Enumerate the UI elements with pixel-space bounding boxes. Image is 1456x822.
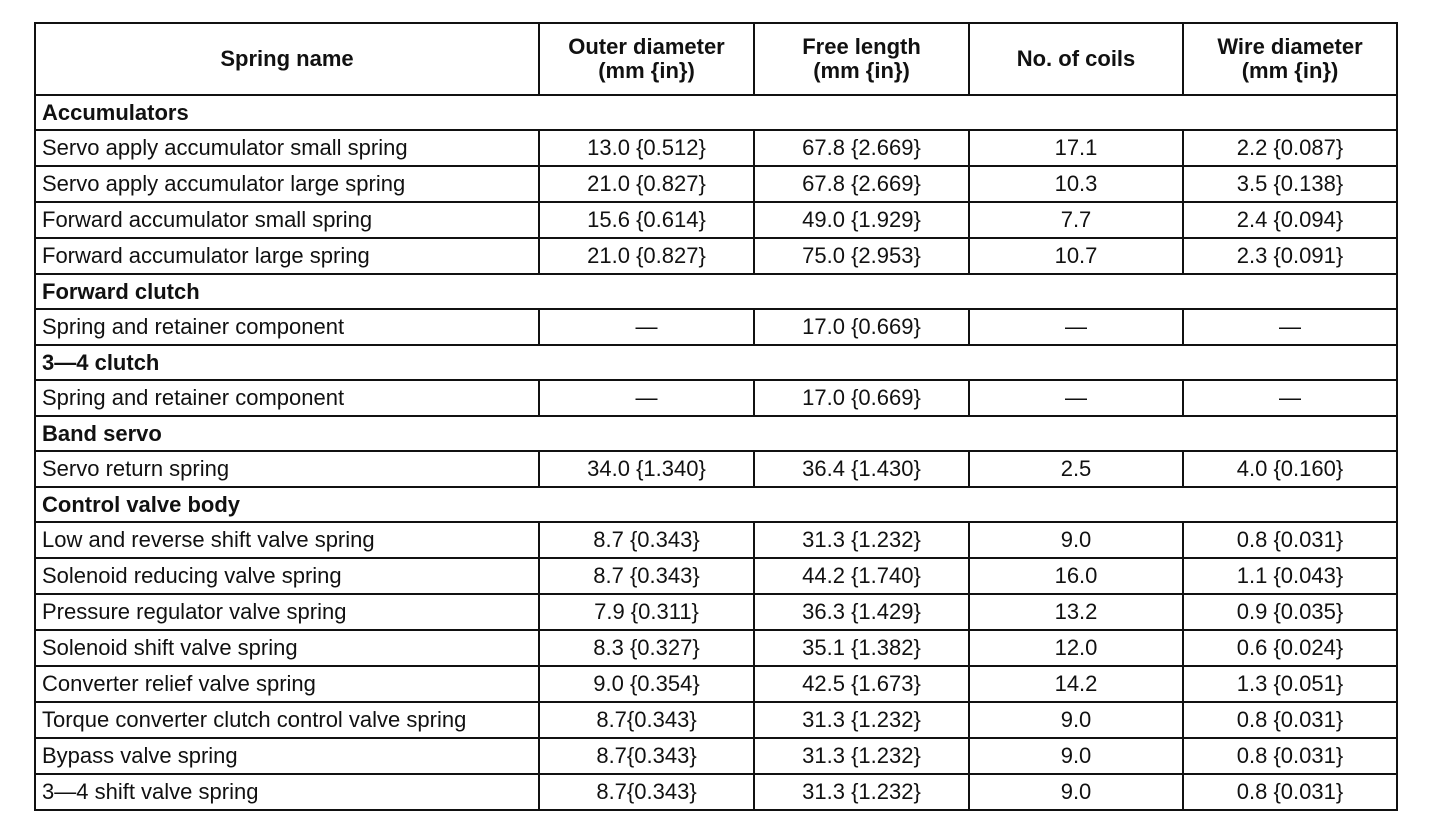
cell-no-of-coils: 10.3 xyxy=(969,166,1183,202)
cell-free-length: 17.0 {0.669} xyxy=(754,309,969,345)
cell-no-of-coils: 10.7 xyxy=(969,238,1183,274)
cell-spring-name: Solenoid reducing valve spring xyxy=(35,558,539,594)
cell-wire-diameter: 2.4 {0.094} xyxy=(1183,202,1397,238)
cell-outer-diameter: 21.0 {0.827} xyxy=(539,166,754,202)
cell-outer-diameter: 8.7 {0.343} xyxy=(539,558,754,594)
cell-free-length: 67.8 {2.669} xyxy=(754,166,969,202)
cell-no-of-coils: 9.0 xyxy=(969,702,1183,738)
cell-wire-diameter: 4.0 {0.160} xyxy=(1183,451,1397,487)
cell-spring-name: Low and reverse shift valve spring xyxy=(35,522,539,558)
section-title: Control valve body xyxy=(35,487,1397,522)
cell-outer-diameter: — xyxy=(539,380,754,416)
cell-spring-name: Spring and retainer component xyxy=(35,309,539,345)
section-header-row xyxy=(35,345,1397,380)
cell-free-length: 44.2 {1.740} xyxy=(754,558,969,594)
cell-outer-diameter: 8.7{0.343} xyxy=(539,774,754,810)
cell-spring-name: Pressure regulator valve spring xyxy=(35,594,539,630)
cell-free-length: 67.8 {2.669} xyxy=(754,130,969,166)
cell-wire-diameter: 3.5 {0.138} xyxy=(1183,166,1397,202)
cell-spring-name: Forward accumulator large spring xyxy=(35,238,539,274)
cell-spring-name: Solenoid shift valve spring xyxy=(35,630,539,666)
header-free-length: Free length (mm {in}) xyxy=(754,23,969,95)
cell-free-length: 36.3 {1.429} xyxy=(754,594,969,630)
cell-wire-diameter: 0.8 {0.031} xyxy=(1183,522,1397,558)
cell-spring-name: Servo apply accumulator small spring xyxy=(35,130,539,166)
table-row xyxy=(35,774,1397,810)
cell-wire-diameter: 0.8 {0.031} xyxy=(1183,738,1397,774)
cell-spring-name: Bypass valve spring xyxy=(35,738,539,774)
table-row xyxy=(35,309,1397,345)
section-header-row xyxy=(35,416,1397,451)
cell-free-length: 31.3 {1.232} xyxy=(754,702,969,738)
cell-wire-diameter: — xyxy=(1183,380,1397,416)
cell-spring-name: Converter relief valve spring xyxy=(35,666,539,702)
spring-spec-table-wrapper xyxy=(34,22,1396,811)
cell-wire-diameter: 0.9 {0.035} xyxy=(1183,594,1397,630)
cell-spring-name: Torque converter clutch control valve spring xyxy=(35,702,539,738)
cell-free-length: 49.0 {1.929} xyxy=(754,202,969,238)
table-header xyxy=(35,23,1397,95)
cell-free-length: 31.3 {1.232} xyxy=(754,774,969,810)
cell-no-of-coils: 7.7 xyxy=(969,202,1183,238)
table-row xyxy=(35,522,1397,558)
table-row xyxy=(35,738,1397,774)
cell-wire-diameter: — xyxy=(1183,309,1397,345)
table-row xyxy=(35,166,1397,202)
table-row xyxy=(35,451,1397,487)
cell-wire-diameter: 2.3 {0.091} xyxy=(1183,238,1397,274)
cell-free-length: 35.1 {1.382} xyxy=(754,630,969,666)
cell-no-of-coils: 14.2 xyxy=(969,666,1183,702)
cell-free-length: 31.3 {1.232} xyxy=(754,522,969,558)
cell-no-of-coils: 9.0 xyxy=(969,738,1183,774)
cell-free-length: 75.0 {2.953} xyxy=(754,238,969,274)
cell-wire-diameter: 0.8 {0.031} xyxy=(1183,702,1397,738)
header-outer-diameter: Outer diameter (mm {in}) xyxy=(539,23,754,95)
cell-free-length: 42.5 {1.673} xyxy=(754,666,969,702)
table-row xyxy=(35,594,1397,630)
section-title: Band servo xyxy=(35,416,1397,451)
cell-free-length: 31.3 {1.232} xyxy=(754,738,969,774)
cell-no-of-coils: 12.0 xyxy=(969,630,1183,666)
cell-wire-diameter: 0.6 {0.024} xyxy=(1183,630,1397,666)
header-no-of-coils: No. of coils xyxy=(969,23,1183,95)
cell-no-of-coils: 13.2 xyxy=(969,594,1183,630)
cell-wire-diameter: 1.1 {0.043} xyxy=(1183,558,1397,594)
cell-outer-diameter: 9.0 {0.354} xyxy=(539,666,754,702)
cell-no-of-coils: — xyxy=(969,380,1183,416)
table-row xyxy=(35,666,1397,702)
cell-wire-diameter: 0.8 {0.031} xyxy=(1183,774,1397,810)
table-row xyxy=(35,702,1397,738)
section-title: Accumulators xyxy=(35,95,1397,130)
cell-outer-diameter: — xyxy=(539,309,754,345)
table-row xyxy=(35,558,1397,594)
table-row xyxy=(35,630,1397,666)
cell-outer-diameter: 8.7{0.343} xyxy=(539,702,754,738)
cell-no-of-coils: 16.0 xyxy=(969,558,1183,594)
section-header-row xyxy=(35,95,1397,130)
cell-no-of-coils: 2.5 xyxy=(969,451,1183,487)
cell-no-of-coils: 17.1 xyxy=(969,130,1183,166)
cell-outer-diameter: 8.3 {0.327} xyxy=(539,630,754,666)
table-row xyxy=(35,238,1397,274)
section-header-row xyxy=(35,487,1397,522)
header-wire-diameter: Wire diameter (mm {in}) xyxy=(1183,23,1397,95)
cell-outer-diameter: 8.7 {0.343} xyxy=(539,522,754,558)
cell-outer-diameter: 7.9 {0.311} xyxy=(539,594,754,630)
header-spring-name: Spring name xyxy=(35,23,539,95)
cell-free-length: 36.4 {1.430} xyxy=(754,451,969,487)
cell-outer-diameter: 21.0 {0.827} xyxy=(539,238,754,274)
cell-no-of-coils: 9.0 xyxy=(969,774,1183,810)
cell-outer-diameter: 15.6 {0.614} xyxy=(539,202,754,238)
table-row xyxy=(35,380,1397,416)
section-header-row xyxy=(35,274,1397,309)
cell-outer-diameter: 34.0 {1.340} xyxy=(539,451,754,487)
section-title: Forward clutch xyxy=(35,274,1397,309)
table-row xyxy=(35,130,1397,166)
cell-outer-diameter: 8.7{0.343} xyxy=(539,738,754,774)
cell-wire-diameter: 2.2 {0.087} xyxy=(1183,130,1397,166)
cell-spring-name: Servo apply accumulator large spring xyxy=(35,166,539,202)
cell-no-of-coils: — xyxy=(969,309,1183,345)
cell-wire-diameter: 1.3 {0.051} xyxy=(1183,666,1397,702)
cell-spring-name: Forward accumulator small spring xyxy=(35,202,539,238)
cell-spring-name: Servo return spring xyxy=(35,451,539,487)
table-row xyxy=(35,202,1397,238)
cell-free-length: 17.0 {0.669} xyxy=(754,380,969,416)
cell-spring-name: Spring and retainer component xyxy=(35,380,539,416)
cell-no-of-coils: 9.0 xyxy=(969,522,1183,558)
cell-spring-name: 3—4 shift valve spring xyxy=(35,774,539,810)
cell-outer-diameter: 13.0 {0.512} xyxy=(539,130,754,166)
section-title: 3—4 clutch xyxy=(35,345,1397,380)
spring-spec-table xyxy=(34,22,1398,811)
table-body xyxy=(35,95,1397,810)
